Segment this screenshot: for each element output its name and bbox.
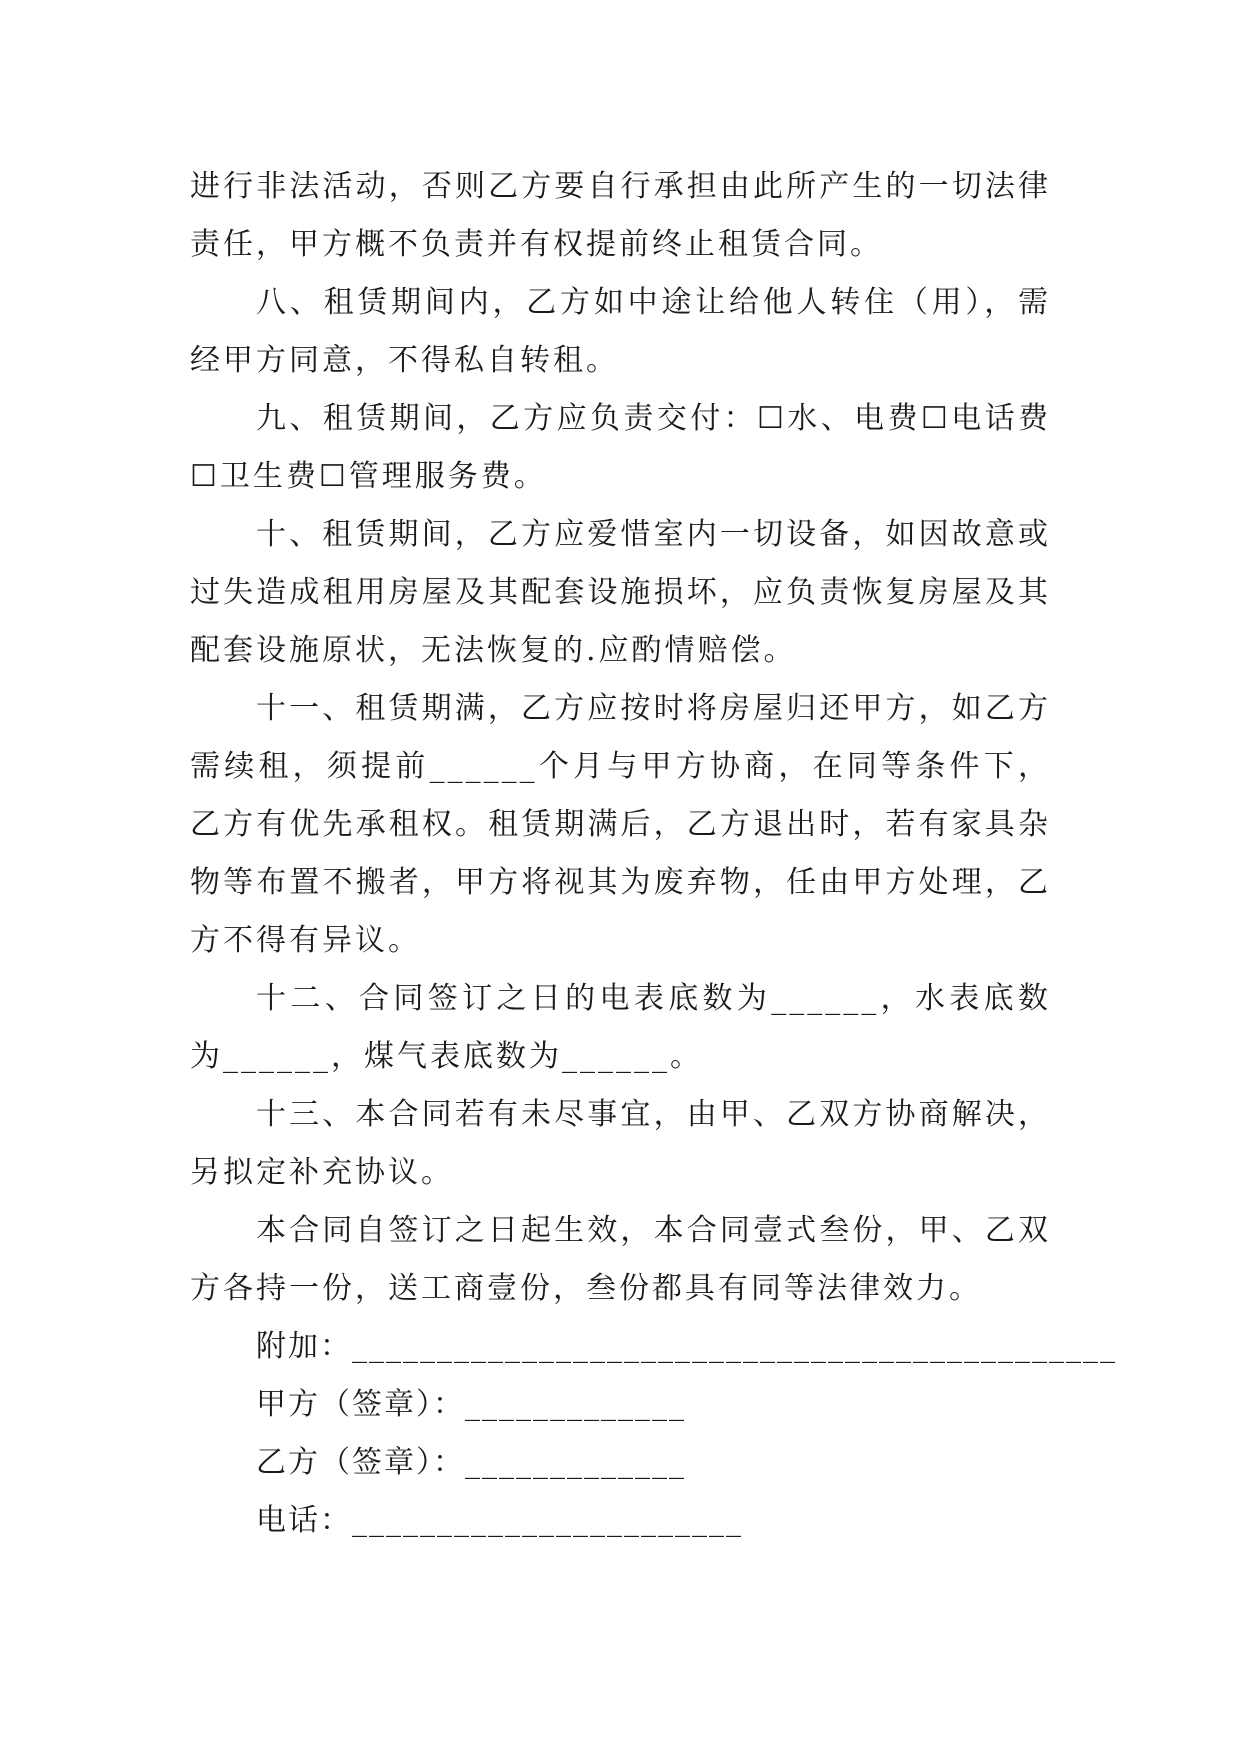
clause-10: 十、租赁期间，乙方应爱惜室内一切设备，如因故意或过失造成租用房屋及其配套设施损坏，应负责恢复房屋及其配套设施原状，无法恢复的.应酌情赔偿。 [190, 517, 1051, 668]
phone-line: 电话：_______________________ [256, 1503, 743, 1538]
party-b-signature-line: 乙方（签章）：_____________ [256, 1445, 686, 1480]
party-a-signature-line: 甲方（签章）：_____________ [256, 1387, 686, 1422]
clause-13: 十三、本合同若有未尽事宜，由甲、乙双方协商解决，另拟定补充协议。 [190, 1097, 1051, 1190]
clause-12: 十二、合同签订之日的电表底数为______，水表底数为______，煤气表底数为______。 [190, 981, 1051, 1074]
appendix-line: 附加：_____________________________________________ [256, 1329, 1117, 1364]
paragraph-continuation: 进行非法活动，否则乙方要自行承担由此所产生的一切法律责任，甲方概不负责并有权提前终止租赁合同。 [190, 169, 1051, 262]
clause-9: 九、租赁期间，乙方应负责交付：☐水、电费☐电话费☐卫生费☐管理服务费。 [190, 401, 1051, 494]
effective-clause: 本合同自签订之日起生效，本合同壹式叁份，甲、乙双方各持一份，送工商壹份，叁份都具有同等法律效力。 [190, 1213, 1051, 1306]
clause-8: 八、租赁期间内，乙方如中途让给他人转住（用），需经甲方同意，不得私自转租。 [190, 285, 1051, 378]
clause-11: 十一、租赁期满，乙方应按时将房屋归还甲方，如乙方需续租，须提前______个月与甲方协商，在同等条件下，乙方有优先承租权。租赁期满后，乙方退出时，若有家具杂物等布置不搬者，甲方将视其为废弃物，任由甲方处理，乙方不得有异议。 [190, 691, 1051, 958]
